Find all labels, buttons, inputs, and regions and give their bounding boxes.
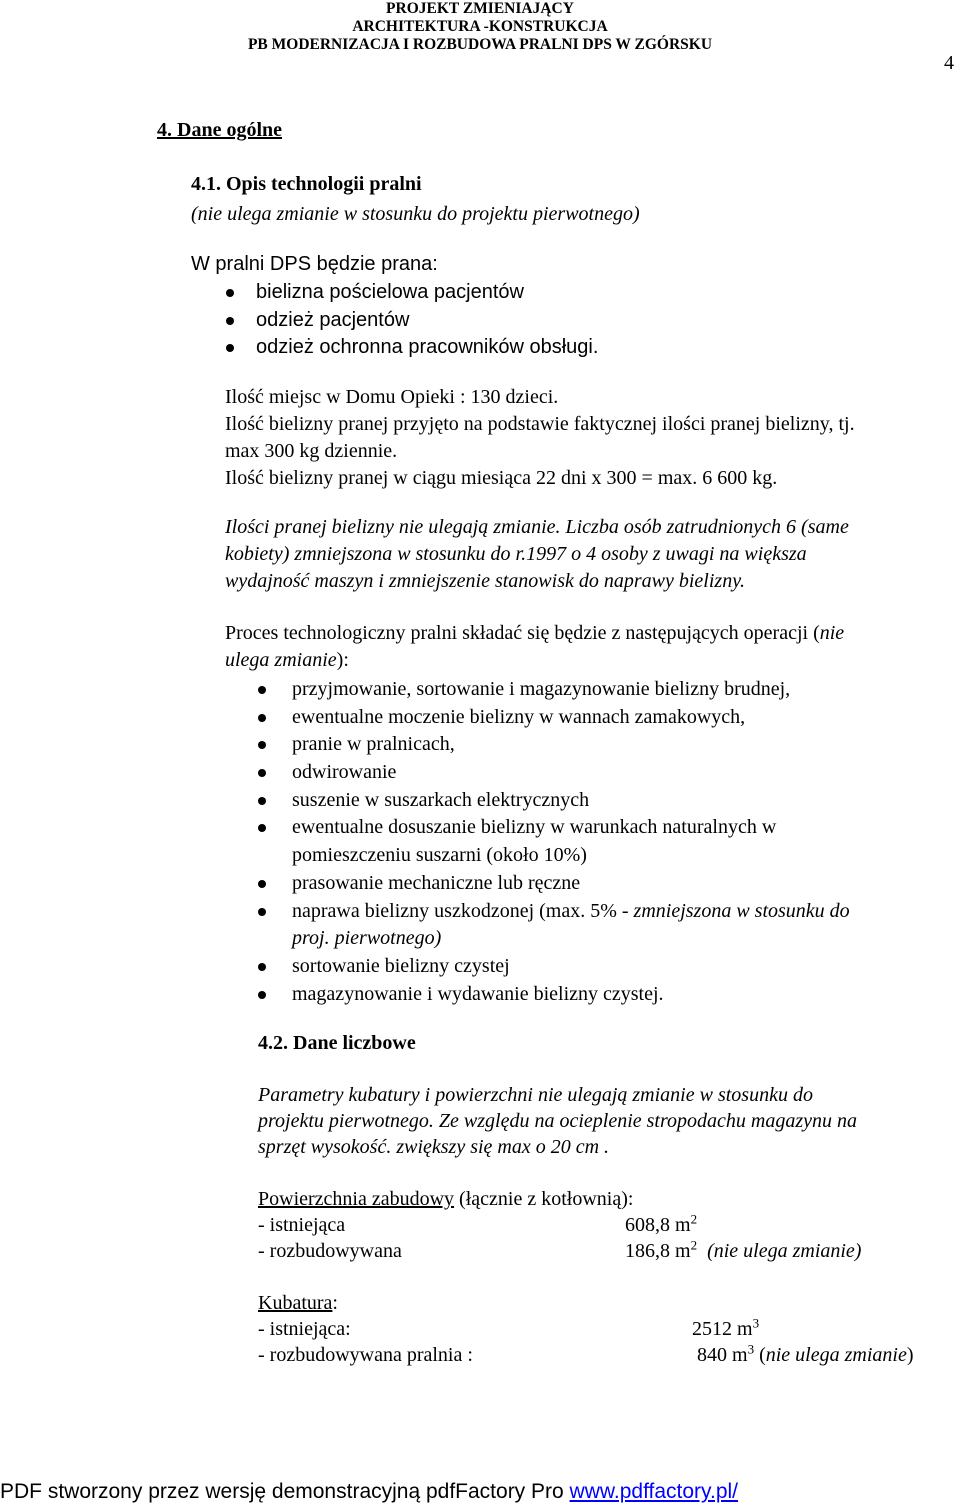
- params-line-3: sprzęt wysokość. zwiększy się max o 20 cm .: [258, 1136, 610, 1158]
- area-heading: Powierzchnia zabudowy (łącznie z kotłownią):: [258, 1188, 634, 1210]
- area-extension-value: 186,8 $m^2$ (nie ulega zmianie): [625, 1237, 862, 1262]
- document-header: [0, 0, 960, 54]
- list-item-continuation: proj. pierwotnego): [292, 927, 442, 950]
- section-title: 4. Dane ogólne: [157, 119, 282, 141]
- area-existing-label: - istniejąca: [258, 1214, 346, 1236]
- process-intro-line-2: ulega zmianie):: [225, 649, 349, 671]
- wash-list: [256, 279, 598, 362]
- list-item: odzież ochronna pracowników obsługi.: [256, 334, 598, 362]
- list-item: ewentualne dosuszanie bielizny w warunkach naturalnych w: [292, 814, 850, 842]
- pdf-footer: [0, 1480, 738, 1504]
- subsection-title-4-1: 4.1. Opis technologii pralni: [191, 173, 422, 195]
- volume-extension-value: 840 $m^3$ (nie ulega zmianie): [697, 1341, 914, 1366]
- footer-text: PDF stworzony przez wersję demonstracyjną pdfFactory Pro: [0, 1480, 570, 1503]
- list-item: przyjmowanie, sortowanie i magazynowanie bielizny brudnej,: [292, 676, 850, 704]
- header-line-3: PB MODERNIZACJA I ROZBUDOWA PRALNI DPS W ZGÓRSKU: [247, 36, 713, 53]
- subsection-title-4-2: 4.2. Dane liczbowe: [258, 1032, 416, 1054]
- list-item: odwirowanie: [292, 759, 850, 787]
- change-line-1: Ilości pranej bielizny nie ulegają zmianie. Liczba osób zatrudnionych 6 (same: [225, 516, 849, 538]
- header-line-1: PROJEKT ZMIENIAJĄCY: [386, 0, 574, 17]
- capacity-line-2: Ilość bielizny pranej przyjęto na podstawie faktycznej ilości pranej bielizny, tj.: [225, 413, 855, 435]
- wash-intro: W pralni DPS będzie prana:: [191, 253, 438, 275]
- capacity-line-1: Ilość miejsc w Domu Opieki : 130 dzieci.: [225, 386, 559, 408]
- capacity-line-4: Ilość bielizny pranej w ciągu miesiąca 22 dni x 300 = max. 6 600 kg.: [225, 467, 778, 489]
- list-item-continuation: pomieszczeniu suszarni (około 10%): [292, 844, 587, 867]
- list-item: pranie w pralnicach,: [292, 731, 850, 759]
- volume-extension-label: - rozbudowywana pralnia :: [258, 1344, 473, 1366]
- area-existing-value: 608,8 $m^2$: [625, 1211, 698, 1236]
- list-item: bielizna pościelowa pacjentów: [256, 279, 598, 307]
- change-line-3: wydajność maszyn i zmniejszenie stanowisk do naprawy bielizny.: [225, 570, 745, 592]
- volume-heading: Kubatura:: [258, 1292, 338, 1314]
- area-extension-label: - rozbudowywana: [258, 1240, 402, 1262]
- params-line-1: Parametry kubatury i powierzchni nie ulegają zmianie w stosunku do: [258, 1084, 813, 1106]
- page-number: 4: [944, 52, 954, 74]
- list-item: magazynowanie i wydawanie bielizny czystej.: [292, 981, 850, 1009]
- capacity-line-3: max 300 kg dziennie.: [225, 440, 398, 462]
- subsection-note: (nie ulega zmianie w stosunku do projektu pierwotnego): [191, 203, 640, 225]
- list-item: prasowanie mechaniczne lub ręczne: [292, 870, 850, 898]
- process-intro-line-1: Proces technologiczny pralni składać się będzie z następujących operacji (nie: [225, 622, 845, 644]
- list-item: odzież pacjentów: [256, 307, 598, 335]
- header-line-2: ARCHITEKTURA -KONSTRUKCJA: [352, 18, 608, 35]
- change-line-2: kobiety) zmniejszona w stosunku do r.1997 o 4 osoby z uwagi na większa: [225, 543, 807, 565]
- list-item: naprawa bielizny uszkodzonej (max. 5% - zmniejszona w stosunku do: [292, 898, 850, 926]
- list-item: sortowanie bielizny czystej: [292, 953, 850, 981]
- process-list: [292, 676, 850, 1008]
- footer-link[interactable]: www.pdffactory.pl/: [569, 1480, 739, 1503]
- list-item: suszenie w suszarkach elektrycznych: [292, 787, 850, 815]
- list-item: ewentualne moczenie bielizny w wannach zamakowych,: [292, 704, 850, 732]
- params-line-2: projektu pierwotnego. Ze względu na ocieplenie stropodachu magazynu na: [258, 1110, 857, 1132]
- volume-existing-value: 2512 $m^3$: [692, 1315, 760, 1340]
- volume-existing-label: - istniejąca:: [258, 1318, 351, 1340]
